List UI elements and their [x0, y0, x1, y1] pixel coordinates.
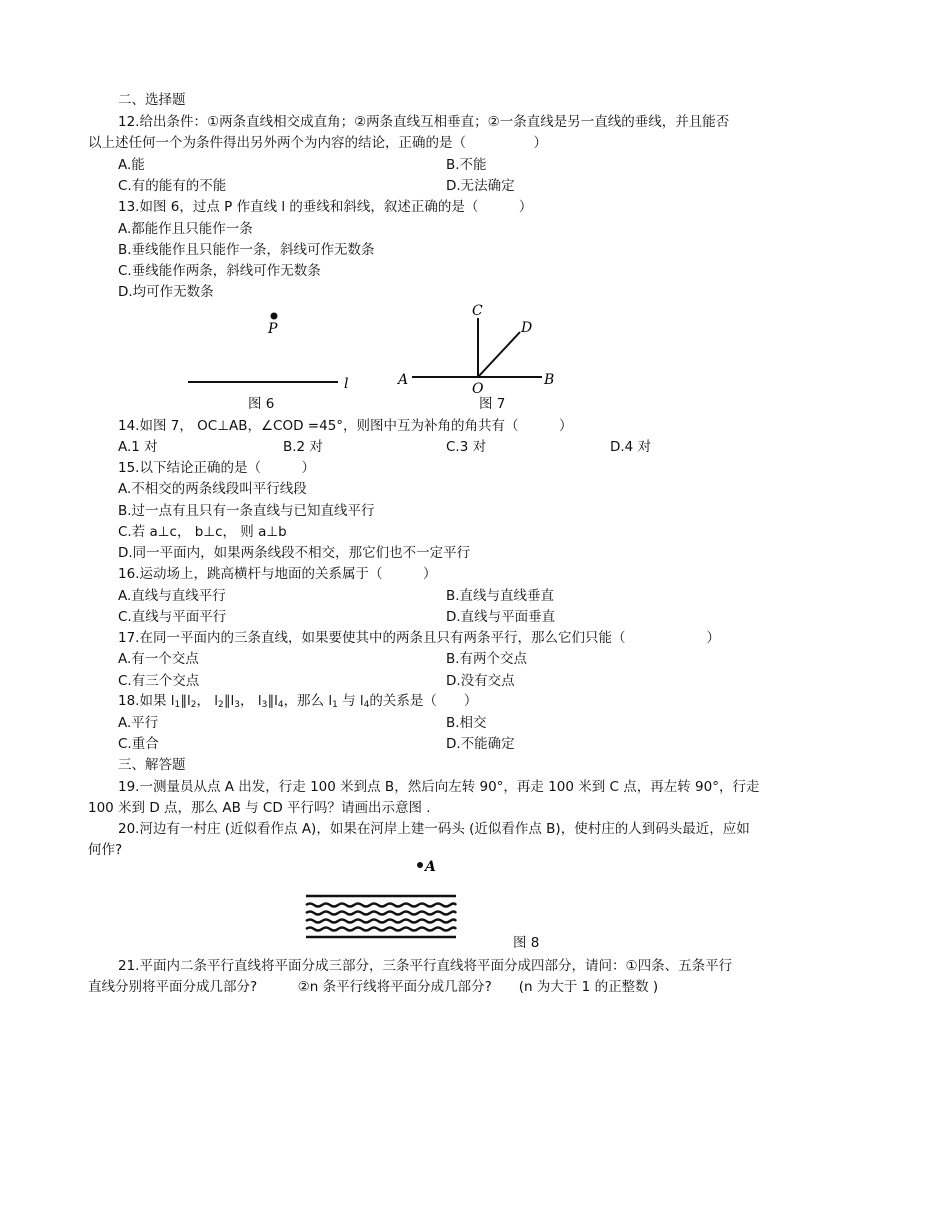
point-a-label: A — [398, 372, 409, 388]
q14-stem: 14.如图 7， OC⊥AB，∠COD =45°，则图中互为补角的角共有（ ） — [118, 418, 573, 434]
q15-option-a: A.不相交的两条线段叫平行线段 — [118, 481, 307, 497]
point-d-label: D — [521, 320, 533, 336]
figure-8 — [300, 853, 465, 943]
q17-option-a: A.有一个交点 — [118, 651, 199, 667]
river-wave — [306, 920, 456, 923]
q18-stem: 18.如果 $l_1\parallel l_2$， $l_2\parallel l_3$， $l_3\parallel l_4$，那么 $l_1$ 与 $l_4$的关系是（ ） — [118, 693, 478, 710]
q15-option-b: B.过一点有且只有一条直线与已知直线平行 — [118, 503, 375, 519]
q20-stem-line1: 20.河边有一村庄 (近似看作点 A)，如果在河岸上建一码头 (近似看作点 B)，使村庄的人到码头最近，应如 — [118, 821, 750, 837]
point-p-dot — [271, 313, 278, 320]
q13-option-c: C.垂线能作两条，斜线可作无数条 — [118, 263, 321, 279]
point-c-label: C — [472, 303, 483, 319]
point-p-label: P — [268, 321, 278, 337]
q19-stem-line2: 100 米到 D 点，那么 AB 与 CD 平行吗？请画出示意图 . — [88, 800, 431, 816]
figure-6 — [180, 305, 380, 395]
q12-option-c: C.有的能有的不能 — [118, 178, 227, 194]
river-wave — [306, 912, 456, 915]
q13-stem: 13.如图 6，过点 P 作直线 l 的垂线和斜线，叙述正确的是（ ） — [118, 199, 533, 215]
q18-option-d: D.不能确定 — [446, 736, 515, 752]
q12-option-b: B.不能 — [446, 157, 487, 173]
q16-option-c: C.直线与平面平行 — [118, 609, 227, 625]
q21-stem-line1: 21.平面内二条平行直线将平面分成三部分，三条平行直线将平面分成四部分，请问：①四条、五条平行 — [118, 958, 733, 974]
q17-option-b: B.有两个交点 — [446, 651, 528, 667]
q20-stem-line2: 何作? — [88, 842, 123, 858]
q19-stem-line1: 19.一测量员从点 A 出发，行走 100 米到点 B，然后向左转 90°，再走 100 米到 C 点，再左转 90°，行走 — [118, 779, 760, 795]
q17-stem: 17.在同一平面内的三条直线，如果要使其中的两条且只有两条平行，那么它们只能（ ） — [118, 630, 720, 646]
point-o-label: O — [472, 381, 484, 397]
river-wave — [306, 928, 456, 931]
q16-option-b: B.直线与直线垂直 — [446, 588, 555, 604]
q12-stem-line2: 以上述任何一个为条件得出另外两个为内容的结论，正确的是（ ） — [88, 135, 547, 151]
q13-option-a: A.都能作且只能作一条 — [118, 221, 253, 237]
q18-option-b: B.相交 — [446, 715, 487, 731]
q13-option-b: B.垂线能作且只能作一条，斜线可作无数条 — [118, 242, 375, 258]
q14-option-b: B.2 对 — [283, 439, 323, 455]
q12-option-d: D.无法确定 — [446, 178, 515, 194]
q14-option-c: C.3 对 — [446, 439, 487, 455]
ray-od — [478, 332, 520, 377]
q16-stem: 16.运动场上，跳高横杆与地面的关系属于（ ） — [118, 566, 437, 582]
figure-7 — [392, 298, 567, 398]
point-b-label: B — [544, 372, 555, 388]
q12-option-a: A.能 — [118, 157, 145, 173]
q14-option-d: D.4 对 — [610, 439, 652, 455]
q15-stem: 15.以下结论正确的是（ ） — [118, 460, 315, 476]
figure-6-caption: 图 6 — [248, 396, 275, 412]
section-heading-answer: 三、解答题 — [118, 757, 186, 773]
q18-option-c: C.重合 — [118, 736, 159, 752]
q16-option-a: A.直线与直线平行 — [118, 588, 226, 604]
river-wave — [306, 904, 456, 907]
q18-option-a: A.平行 — [118, 715, 159, 731]
point-a-label: A — [425, 859, 436, 875]
figure-8-caption: 图 8 — [513, 935, 540, 951]
q17-option-c: C.有三个交点 — [118, 673, 200, 689]
line-l-label: l — [344, 376, 349, 392]
figure-7-caption: 图 7 — [479, 396, 506, 412]
q14-option-a: A.1 对 — [118, 439, 158, 455]
q15-option-c: C.若 a⊥c， b⊥c， 则 a⊥b — [118, 524, 287, 540]
q16-option-d: D.直线与平面垂直 — [446, 609, 556, 625]
point-a-dot — [417, 862, 423, 868]
section-heading-choice: 二、选择题 — [118, 92, 186, 108]
q17-option-d: D.没有交点 — [446, 673, 515, 689]
q21-stem-line2: 直线分别将平面分成几部分? ②n 条平行线将平面分成几部分? (n 为大于 1 的正整数 ) — [88, 979, 659, 995]
q15-option-d: D.同一平面内，如果两条线段不相交，那它们也不一定平行 — [118, 545, 471, 561]
q13-option-d: D.均可作无数条 — [118, 284, 214, 300]
q12-stem-line1: 12.给出条件：①两条直线相交成直角；②两条直线互相垂直；②一条直线是另一直线的垂线，并且能否 — [118, 114, 730, 130]
